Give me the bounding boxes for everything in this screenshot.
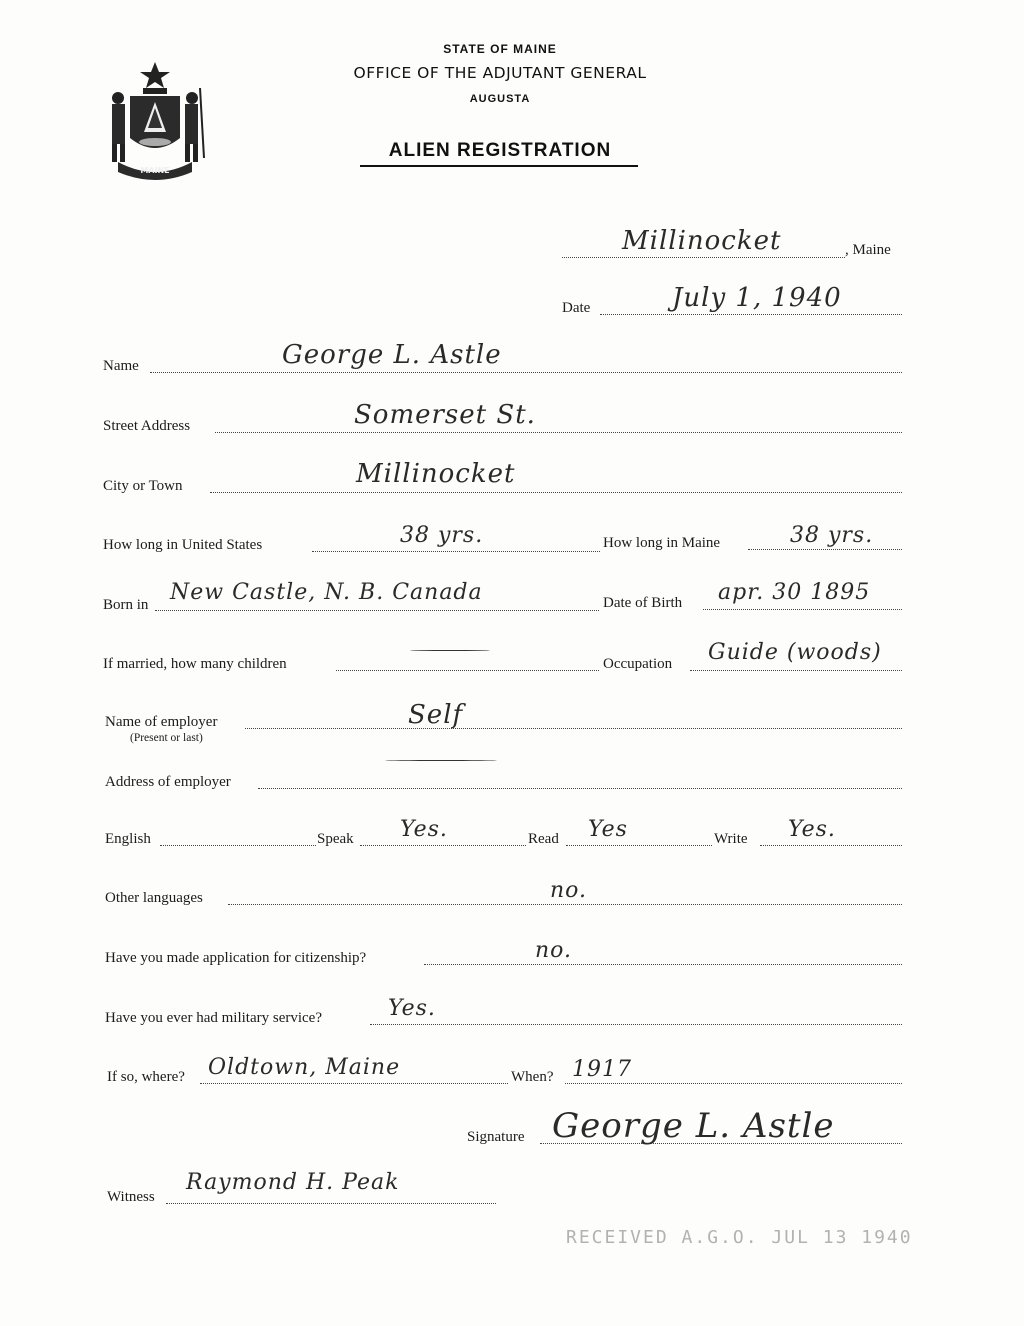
occupation-label: Occupation <box>603 656 673 672</box>
name-line <box>150 372 902 373</box>
dob-label: Date of Birth <box>603 595 683 611</box>
maine-duration-line <box>748 549 902 550</box>
city-label: City or Town <box>103 478 183 494</box>
citizenship-label: Have you made application for citizenship? <box>105 950 367 966</box>
place-value: Millinocket <box>622 226 782 256</box>
us-duration-value: 38 yrs. <box>400 523 484 548</box>
employer-address-label: Address of employer <box>105 774 231 790</box>
witness-value: Raymond H. Peak <box>186 1170 400 1195</box>
maine-duration-label: How long in Maine <box>603 535 721 551</box>
employer-address-dash <box>385 760 497 761</box>
when-label: When? <box>511 1069 554 1085</box>
born-value: New Castle, N. B. Canada <box>170 580 483 605</box>
where-label: If so, where? <box>107 1069 185 1085</box>
occupation-line <box>690 670 902 671</box>
svg-text:MAINE: MAINE <box>140 166 170 175</box>
occupation-value: Guide (woods) <box>708 640 882 665</box>
english-label: English <box>105 831 151 847</box>
state-heading: STATE OF MAINE <box>443 42 557 56</box>
other-languages-line <box>228 904 902 905</box>
military-line <box>370 1024 902 1025</box>
us-duration-line <box>312 551 600 552</box>
speak-label: Speak <box>317 831 354 847</box>
read-label: Read <box>528 831 559 847</box>
place-suffix: , Maine <box>845 242 891 258</box>
born-label: Born in <box>103 597 149 613</box>
dob-line <box>703 609 902 610</box>
other-languages-label: Other languages <box>105 890 203 906</box>
dob-value: apr. 30 1895 <box>718 580 871 605</box>
us-duration-label: How long in United States <box>103 537 263 553</box>
street-label: Street Address <box>103 418 191 434</box>
employer-value: Self <box>408 700 464 730</box>
speak-value: Yes. <box>400 817 448 842</box>
children-line <box>336 670 599 671</box>
place-line <box>562 257 845 258</box>
other-languages-value: no. <box>550 878 588 903</box>
employer-sub-label: (Present or last) <box>130 732 203 744</box>
speak-line <box>360 845 526 846</box>
date-line <box>600 314 902 315</box>
received-stamp: RECEIVED A.G.O. JUL 13 1940 <box>566 1227 913 1248</box>
employer-address-line <box>258 788 902 789</box>
where-line <box>200 1083 508 1084</box>
children-label: If married, how many children <box>103 656 287 672</box>
children-dash <box>410 650 490 651</box>
street-value: Somerset St. <box>354 400 536 430</box>
name-value: George L. Astle <box>282 340 502 370</box>
read-value: Yes <box>588 817 628 842</box>
employer-line <box>245 728 902 729</box>
citizenship-value: no. <box>535 938 573 963</box>
military-label: Have you ever had military service? <box>105 1010 322 1026</box>
read-line <box>566 845 712 846</box>
citizenship-line <box>424 964 902 965</box>
date-value: July 1, 1940 <box>672 283 842 313</box>
signature-label: Signature <box>467 1129 525 1145</box>
city-value: Millinocket <box>356 459 516 489</box>
office-heading: OFFICE OF THE ADJUTANT GENERAL <box>353 64 647 82</box>
date-label: Date <box>562 300 591 316</box>
where-value: Oldtown, Maine <box>208 1055 401 1080</box>
state-of-maine-seal-icon <box>100 58 210 180</box>
when-value: 1917 <box>572 1057 632 1082</box>
write-line <box>760 845 902 846</box>
name-label: Name <box>103 358 139 374</box>
write-label: Write <box>714 831 748 847</box>
witness-line <box>166 1203 496 1204</box>
city-line <box>210 492 902 493</box>
city-heading: AUGUSTA <box>469 93 531 105</box>
born-line <box>155 610 599 611</box>
form-title: ALIEN REGISTRATION <box>388 140 612 161</box>
street-line <box>215 432 902 433</box>
write-value: Yes. <box>788 817 836 842</box>
maine-duration-value: 38 yrs. <box>790 523 874 548</box>
when-line <box>565 1083 902 1084</box>
military-value: Yes. <box>388 996 436 1021</box>
employer-label: Name of employer <box>105 714 218 730</box>
english-line <box>160 845 316 846</box>
witness-label: Witness <box>107 1189 155 1205</box>
title-underline <box>360 165 638 167</box>
signature-value: George L. Astle <box>552 1106 835 1146</box>
